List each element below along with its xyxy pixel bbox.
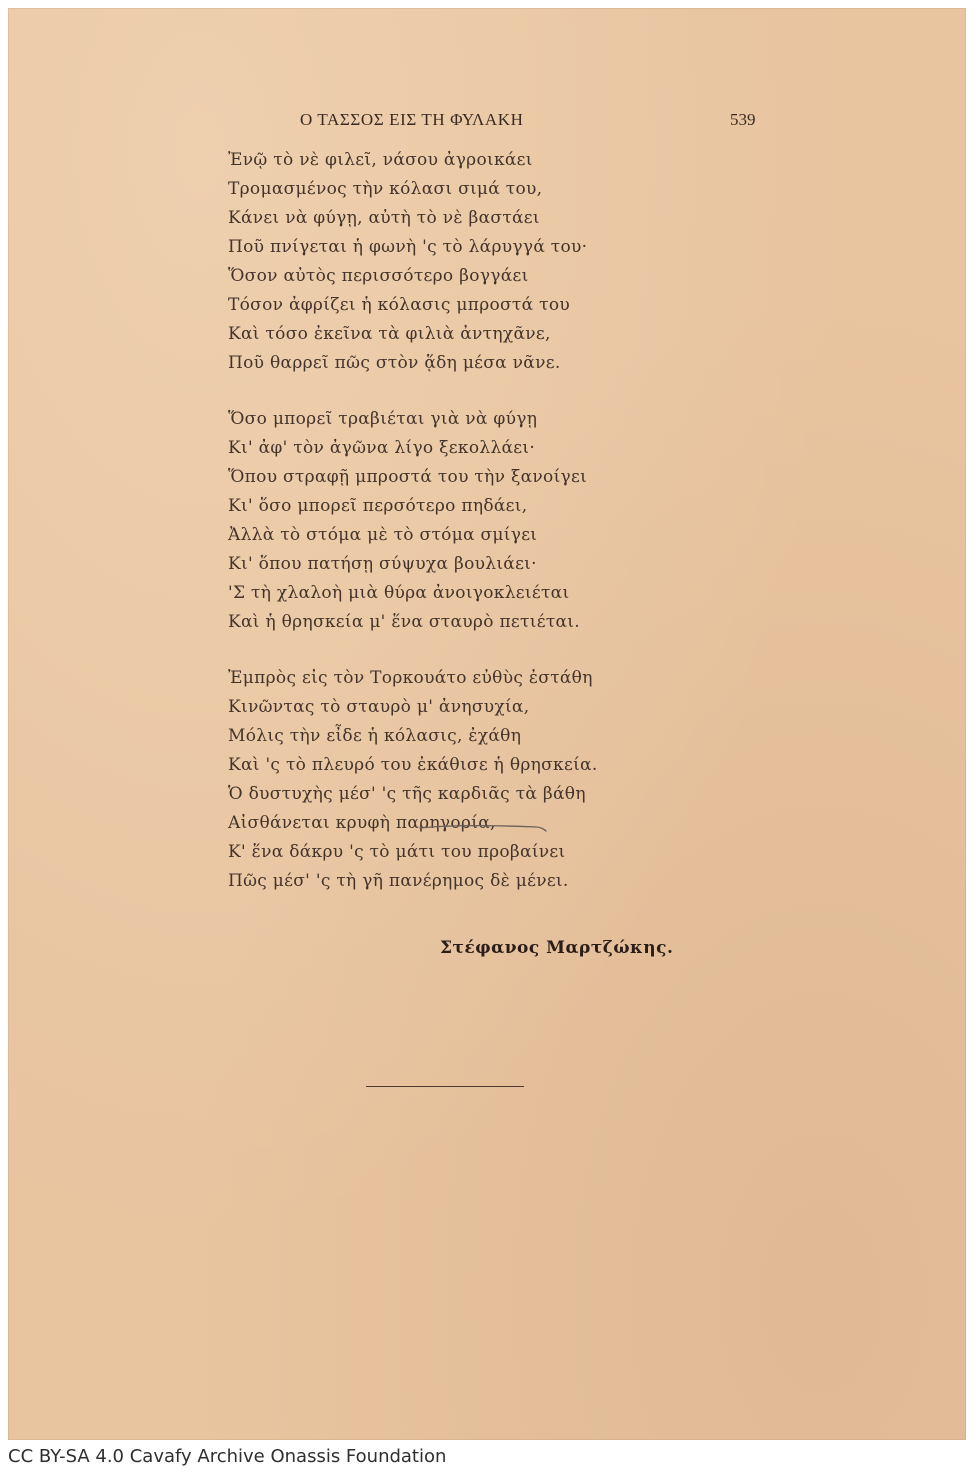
verse-line: Κινῶντας τὸ σταυρὸ μ' ἀνησυχία, xyxy=(228,697,530,717)
verse-line: Κι' ὅπου πατήσῃ σύψυχα βουλιάει· xyxy=(228,554,537,574)
verse-line: Κι' ἀφ' τὸν ἀγῶνα λίγο ξεκολλάει· xyxy=(228,438,536,458)
verse-line: Ὁ δυστυχὴς μέσ' 'ς τῆς καρδιᾶς τὰ βάθη xyxy=(228,784,586,804)
verse-line: Καὶ τόσο ἐκεῖνα τὰ φιλιὰ ἀντηχᾶνε, xyxy=(228,324,551,344)
verse-line: Ἐνῷ τὸ νὲ φιλεῖ, νάσου ἀγροικάει xyxy=(228,150,533,170)
stanza-3 xyxy=(228,664,788,896)
verse-line: Μόλις τὴν εἶδε ἡ κόλασις, ἐχάθη xyxy=(228,726,522,746)
verse-line: Τρομασμένος τὴν κόλασι σιμά του, xyxy=(228,179,543,199)
running-head xyxy=(0,110,976,134)
page-number: 539 xyxy=(730,110,756,129)
verse-line: Κ' ἕνα δάκρυ 'ς τὸ μάτι του προβαίνει xyxy=(228,842,566,862)
stanza-2 xyxy=(228,405,788,637)
verse-line: Ἐμπρὸς εἰς τὸν Τορκουάτο εὐθὺς ἐστάθη xyxy=(228,668,593,688)
poem xyxy=(228,146,788,923)
verse-line: Ὅσον αὐτὸς περισσότερο βογγάει xyxy=(228,266,529,286)
credit-line: CC BY-SA 4.0 Cavafy Archive Onassis Foundation xyxy=(8,1446,447,1467)
verse-line: Ποῦ θαρρεῖ πῶς στὸν ᾅδη μέσα νᾶνε. xyxy=(228,353,561,373)
verse-line: Ποῦ πνίγεται ἡ φωνὴ 'ς τὸ λάρυγγά του· xyxy=(228,237,588,257)
verse-line: Τόσον ἀφρίζει ἡ κόλασις μπροστά του xyxy=(228,295,570,315)
verse-line: Πῶς μέσ' 'ς τὴ γῆ πανέρημος δὲ μένει. xyxy=(228,871,569,891)
verse-line: Κάνει νὰ φύγῃ, αὐτὴ τὸ νὲ βαστάει xyxy=(228,208,540,228)
verse-line: Καὶ 'ς τὸ πλευρό του ἐκάθισε ἡ θρησκεία. xyxy=(228,755,598,775)
verse-line: Ὅσο μπορεῖ τραβιέται γιὰ νὰ φύγῃ xyxy=(228,409,538,429)
verse-line: Ὅπου στραφῇ μπροστά του τὴν ξανοίγει xyxy=(228,467,588,487)
verse-line: Ἀλλὰ τὸ στόμα μὲ τὸ στόμα σμίγει xyxy=(228,525,538,545)
closing-rule xyxy=(366,1086,524,1087)
verse-line: Κι' ὅσο μπορεῖ περσότερο πηδάει, xyxy=(228,496,528,516)
author-signature: Στέφανος Μαρτζώκης. xyxy=(440,938,674,958)
running-title: Ο ΤΑΣΣΟΣ ΕΙΣ ΤΗ ΦΥΛΑΚΗ xyxy=(300,110,524,129)
pencil-underline-mark xyxy=(418,820,548,834)
verse-line: Αἰσθάνεται κρυφὴ παρηγορία, xyxy=(228,813,496,833)
verse-line: Καὶ ἡ θρησκεία μ' ἕνα σταυρὸ πετιέται. xyxy=(228,612,580,632)
stanza-1 xyxy=(228,146,788,378)
verse-line: 'Σ τὴ χλαλοὴ μιὰ θύρα ἀνοιγοκλειέται xyxy=(228,583,570,603)
